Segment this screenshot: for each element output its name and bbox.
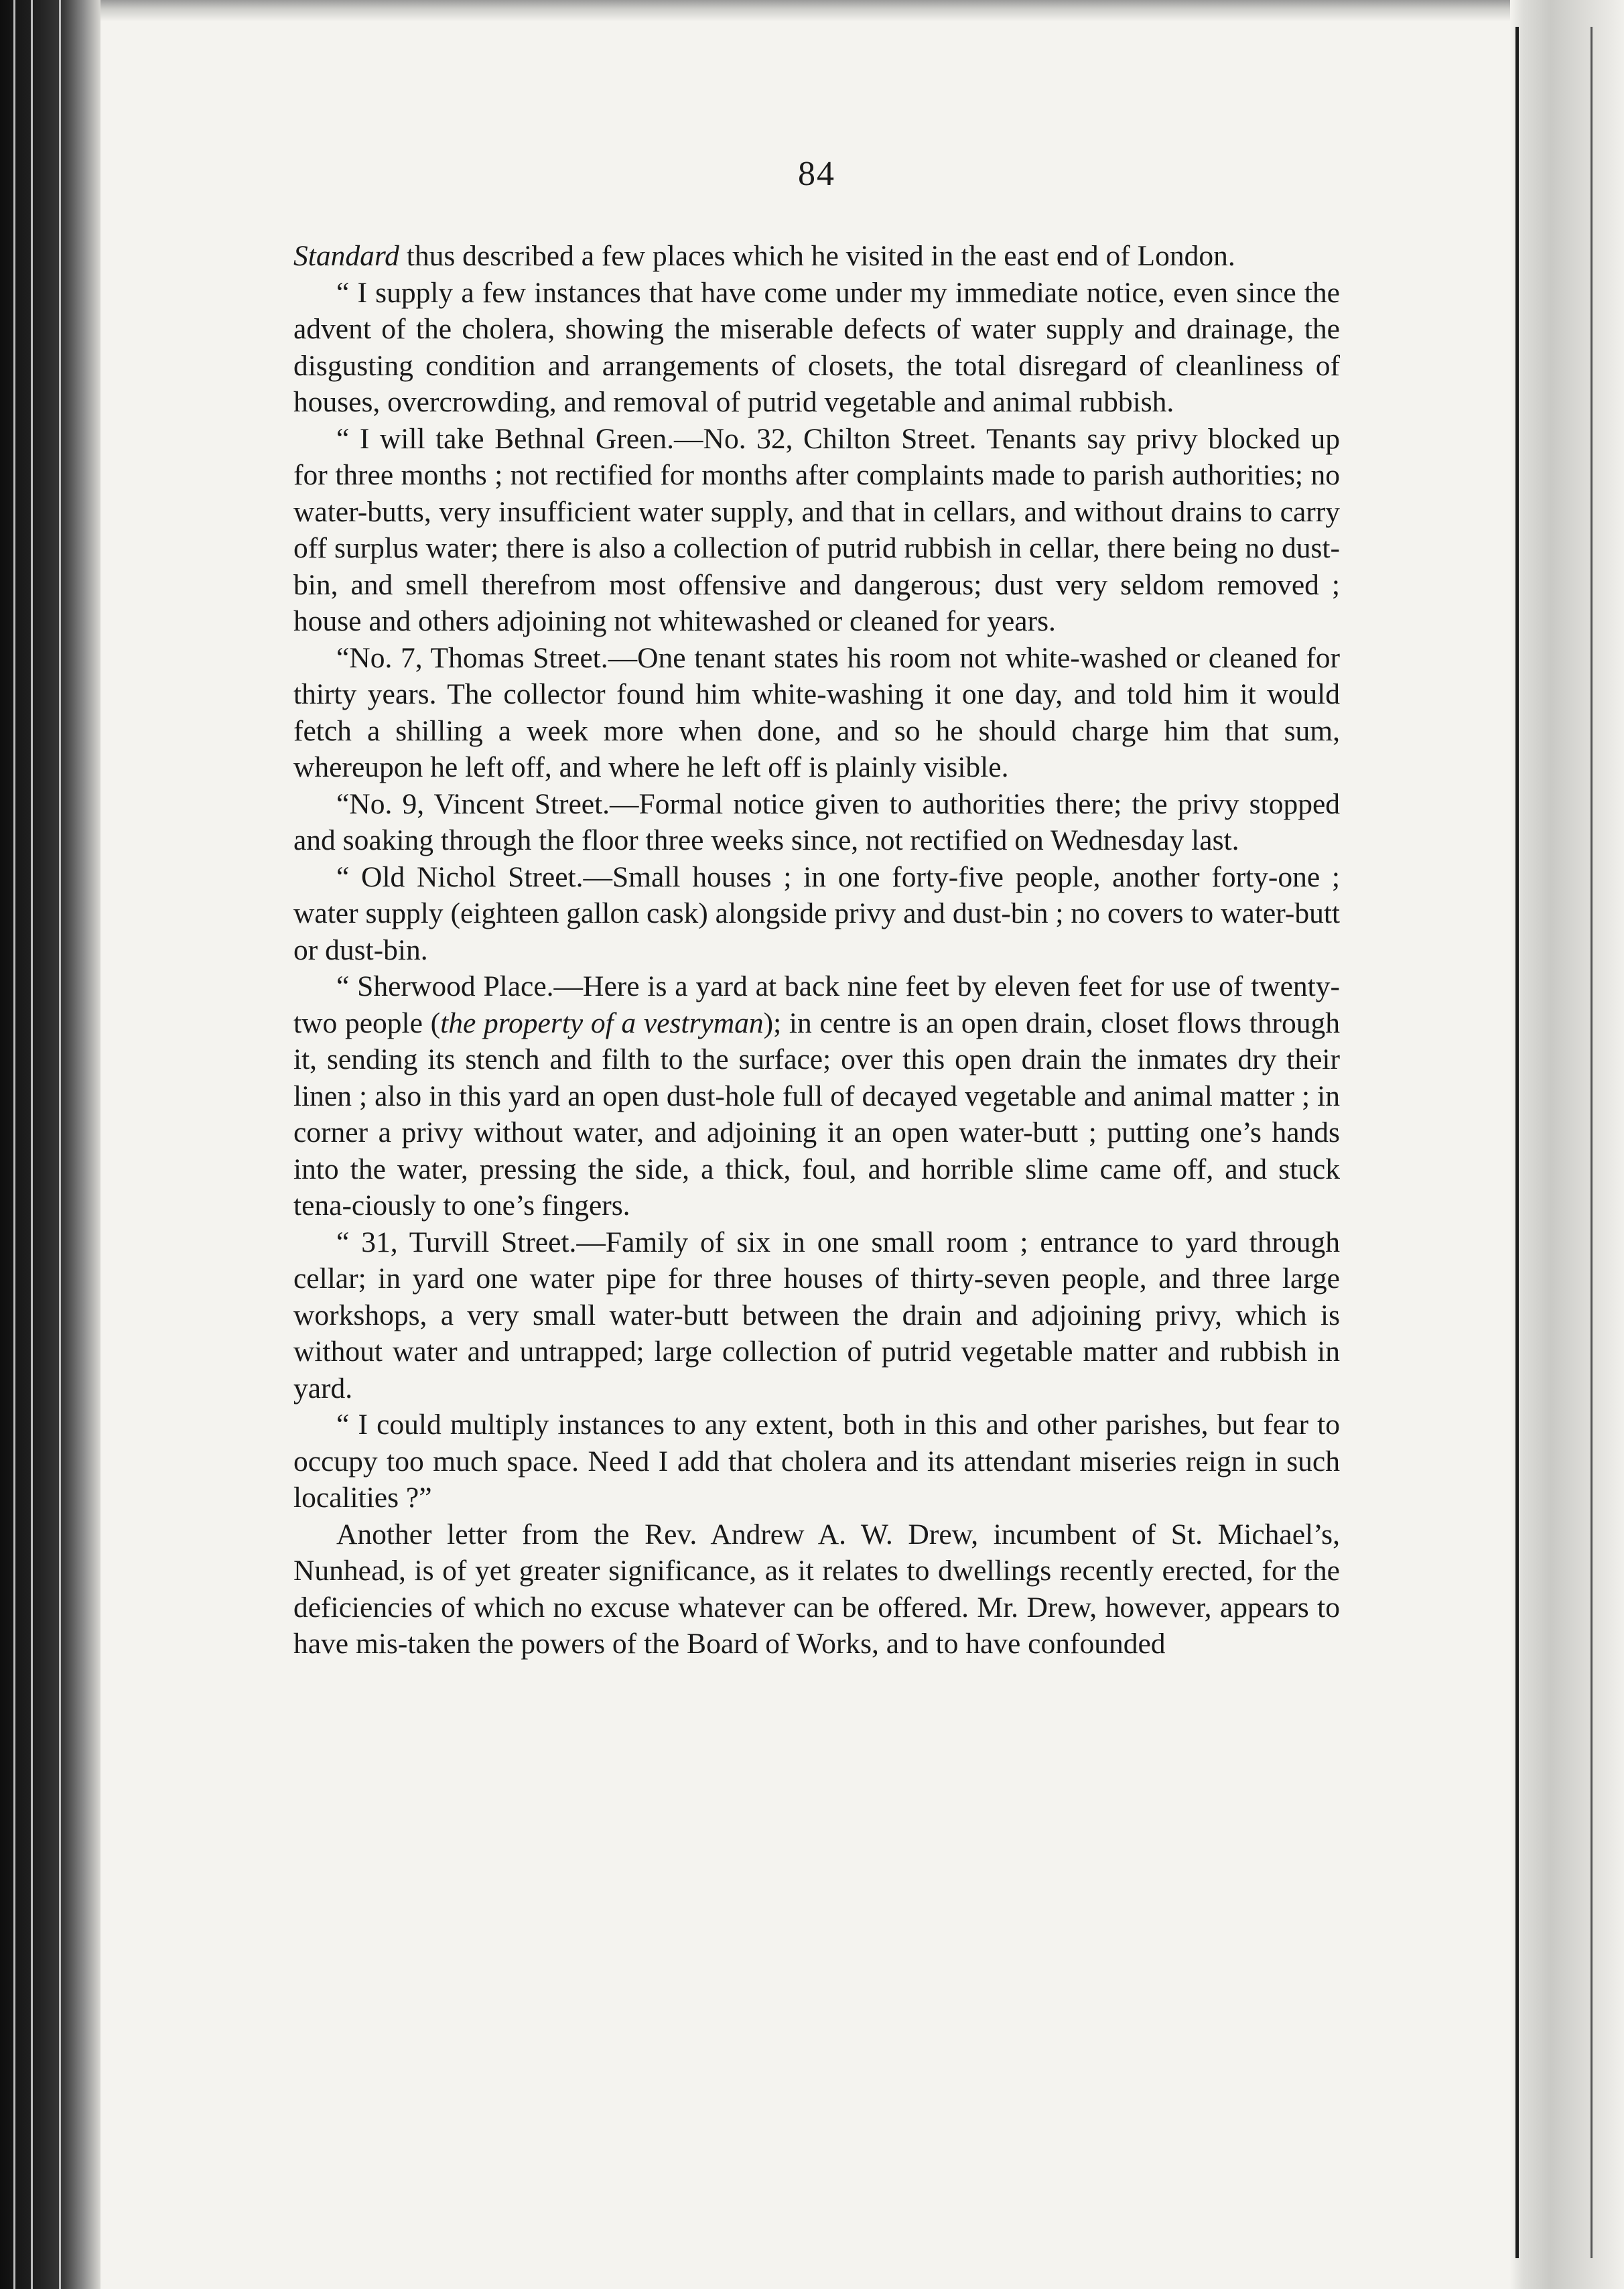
page-right-edge <box>1510 0 1624 2289</box>
paragraph-1 <box>293 238 1340 275</box>
paragraph-5: “No. 9, Vincent Street.—Formal notice given to authorities there; the privy stopped and soaking through the floor three weeks since, not rectified on Wednesday last. <box>293 787 1340 856</box>
paragraph-9: “ I could multiply instances to any extent, both in this and other parishes, but fear to occupy too much space. Need I add that cholera and its attendant miseries reign in such localities ?” <box>293 1409 1340 1514</box>
page-number: 84 <box>798 155 835 193</box>
binding-streak <box>59 0 61 2289</box>
paragraph-6: “ Old Nichol Street.—Small houses ; in one forty-five people, another forty-one ; water supply (eighteen gallon cask) alongside privy and dust-bin ; no covers to water-butt or dust-bin. <box>293 860 1340 966</box>
page-top-edge <box>100 0 1514 21</box>
page-edge-line <box>1515 27 1519 2258</box>
paragraph-8: “ 31, Turvill Street.—Family of six in one small room ; entrance to yard through cellar; in yard one water pipe for three houses of thirty-seven people, and three large workshops, a very small water-butt between the drain and adjoining privy, which is without water and untrapped; large collection of putrid vegetable matter and rubbish in yard. <box>293 1226 1340 1404</box>
document-page <box>293 154 1340 1662</box>
paragraph-1-text: Standard thus described a few places which he visited in the east end of London. <box>293 240 1235 272</box>
paragraph-2: “ I supply a few instances that have come under my immediate notice, even since the advent of the cholera, showing the miserable defects of water supply and drainage, the disgusting condition and arrangements of closets, the total disregard of cleanliness of houses, overcrowding, and removal of putrid vegetable and animal rubbish. <box>293 276 1340 418</box>
paragraph-10: Another letter from the Rev. Andrew A. W. Drew, incumbent of St. Michael’s, Nunhead, is of yet greater significance, as it relates to dwellings recently erected, for the deficiencies of which no excuse whatever can be offered. Mr. Drew, however, appears to have mis-taken the powers of the Board of Works, and to have confounded <box>293 1518 1340 1660</box>
binding-streak <box>13 0 15 2289</box>
page-edge-line <box>1591 27 1593 2258</box>
paragraph-4: “No. 7, Thomas Street.—One tenant states his room not white-washed or cleaned for thirty years. The collector found him white-washing it one day, and told him it would fetch a shilling a week more when done, and so he should charge him that sum, whereupon he left off, and where he left off is plainly visible. <box>293 641 1340 783</box>
binding-streak <box>31 0 33 2289</box>
paragraph-7: “ Sherwood Place.—Here is a yard at back nine feet by eleven feet for use of twenty-two people (the property of a vestryman); in centre is an open drain, closet flows through it, sending its stench and filth to the surface; over this open drain the inmates dry their linen ; also in this yard an open dust-hole full of decayed vegetable and animal matter ; in corner a privy without water, and adjoining it an open water-butt ; putting one’s hands into the water, pressing the side, a thick, foul, and horrible slime came off, and stuck tena-ciously to one’s fingers. <box>293 970 1341 1222</box>
book-binding-shadow <box>0 0 100 2289</box>
paragraph-3: “ I will take Bethnal Green.—No. 32, Chilton Street. Tenants say privy blocked up for three months ; not rectified for months after complaints made to parish authorities; no water-butts, very insufficient water supply, and that in cellars, and without drains to carry off surplus water; there is also a collection of putrid rubbish in cellar, there being no dust-bin, and smell therefrom most offensive and dangerous; dust very seldom removed ; house and others adjoining not whitewashed or cleaned for years. <box>293 422 1340 637</box>
